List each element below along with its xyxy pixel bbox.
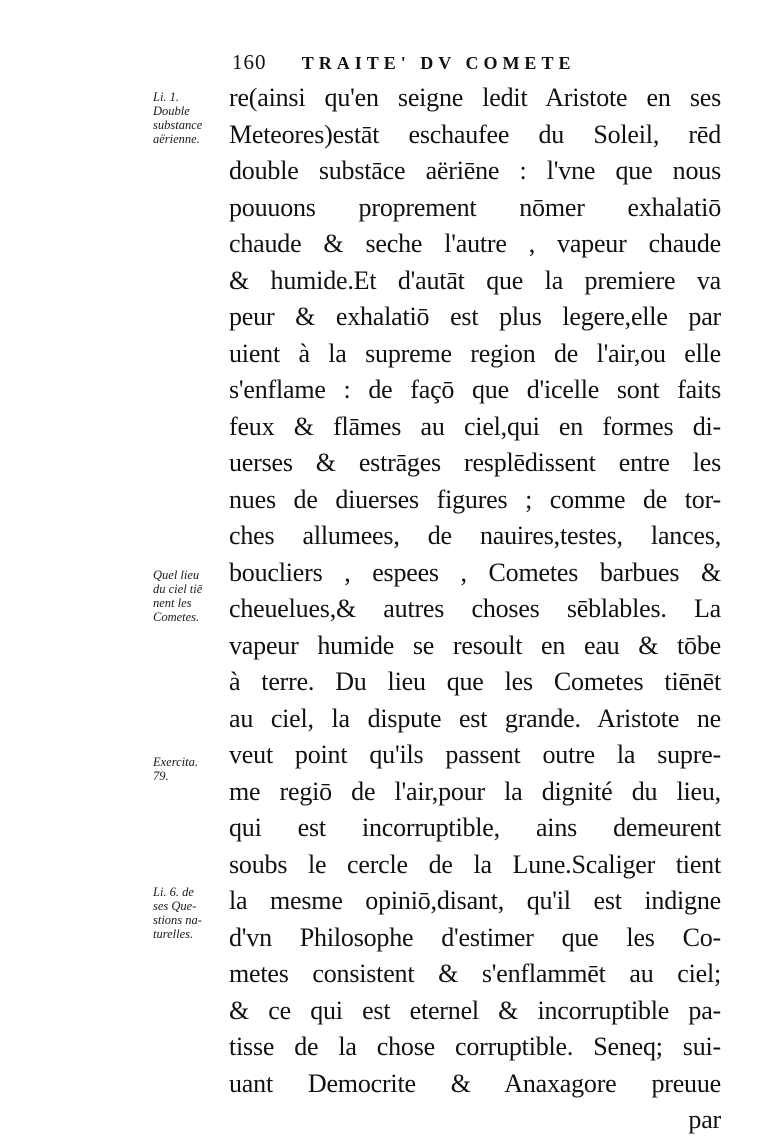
margin-note-line: Quel lieu	[153, 568, 200, 582]
text-line: ches allumees, de nauires,testes, lances,	[229, 521, 721, 550]
text-line: uient à la supreme region de l'air,ou elle	[229, 338, 721, 368]
margin-note-line: Double	[153, 104, 190, 118]
text-line: cheuelues,& autres choses sēblables. La	[229, 594, 721, 623]
text-line: & humide.Et d'autāt que la premiere va	[229, 265, 721, 295]
text-line: d'vn Philosophe d'estimer que les Co-	[229, 922, 721, 952]
text-line: me regiō de l'air,pour la dignité du lieu,	[229, 776, 721, 806]
text-line: & ce qui est eternel & incorruptible pa-	[229, 995, 721, 1025]
catchword: par	[688, 1105, 721, 1134]
text-line: double substāce aëriēne : l'vne que nous	[229, 156, 721, 185]
margin-note-line: Exercita.	[153, 755, 199, 769]
text-line: metes consistent & s'enflammēt au ciel;	[229, 959, 721, 988]
text-line: chaude & seche l'autre , vapeur chaude	[229, 229, 721, 258]
margin-note-line: ses Que-	[153, 899, 197, 913]
margin-note-double-substance	[153, 90, 231, 146]
text-line: à terre. Du lieu que les Cometes tiēnēt	[229, 667, 721, 696]
margin-note-line: Li. 1.	[153, 90, 180, 104]
text-line: uant Democrite & Anaxagore preuue	[229, 1068, 721, 1098]
text-line: s'enflame : de façō que d'icelle sont faits	[229, 375, 721, 404]
margin-note-line: Li. 6. de	[153, 885, 194, 899]
text-line: la mesme opiniō,disant, qu'il est indigne	[229, 886, 721, 915]
text-line: nues de diuerses figures ; comme de tor-	[229, 484, 721, 514]
page-number: 160	[232, 50, 267, 74]
text-line: re(ainsi qu'en seigne ledit Aristote en ses	[229, 83, 721, 112]
margin-note-place-of-comets	[153, 568, 231, 624]
running-title: TRAITE' DV COMETE	[301, 53, 576, 73]
margin-note-line: substance	[153, 118, 203, 132]
text-line: pouuons proprement nōmer exhalatiō	[229, 192, 721, 222]
margin-note-line: aërienne.	[153, 132, 200, 146]
body-text	[229, 80, 721, 1139]
text-line: tisse de la chose corruptible. Seneq; sui-	[229, 1032, 721, 1061]
text-line: au ciel, la dispute est grande. Aristote ne	[229, 703, 721, 733]
text-line: uerses & estrāges resplēdissent entre les	[229, 448, 721, 477]
text-line: soubs le cercle de la Lune.Scaliger tient	[229, 849, 721, 879]
text-line: boucliers , espees , Cometes barbues &	[229, 557, 721, 587]
margin-note-line: du ciel tiē	[153, 582, 203, 596]
text-line: qui est incorruptible, ains demeurent	[229, 813, 721, 842]
text-line: Meteores)estāt eschaufee du Soleil, rēd	[229, 119, 721, 149]
margin-note-line: 79.	[153, 769, 169, 783]
running-head	[232, 50, 712, 82]
margin-note-line: stions na-	[153, 913, 202, 927]
text-line: peur & exhalatiō est plus legere,elle par	[229, 302, 721, 331]
margin-note-natural-questions	[153, 885, 231, 941]
margin-note-exercitatio	[153, 755, 231, 783]
margin-note-line: Cometes.	[153, 610, 200, 624]
text-line: feux & flāmes au ciel,qui en formes di-	[229, 411, 721, 441]
margin-note-line: nent les	[153, 596, 192, 610]
margin-note-line: turelles.	[153, 927, 194, 941]
text-line: veut point qu'ils passent outre la supre-	[229, 740, 721, 769]
text-line: vapeur humide se resoult en eau & tōbe	[229, 630, 721, 660]
